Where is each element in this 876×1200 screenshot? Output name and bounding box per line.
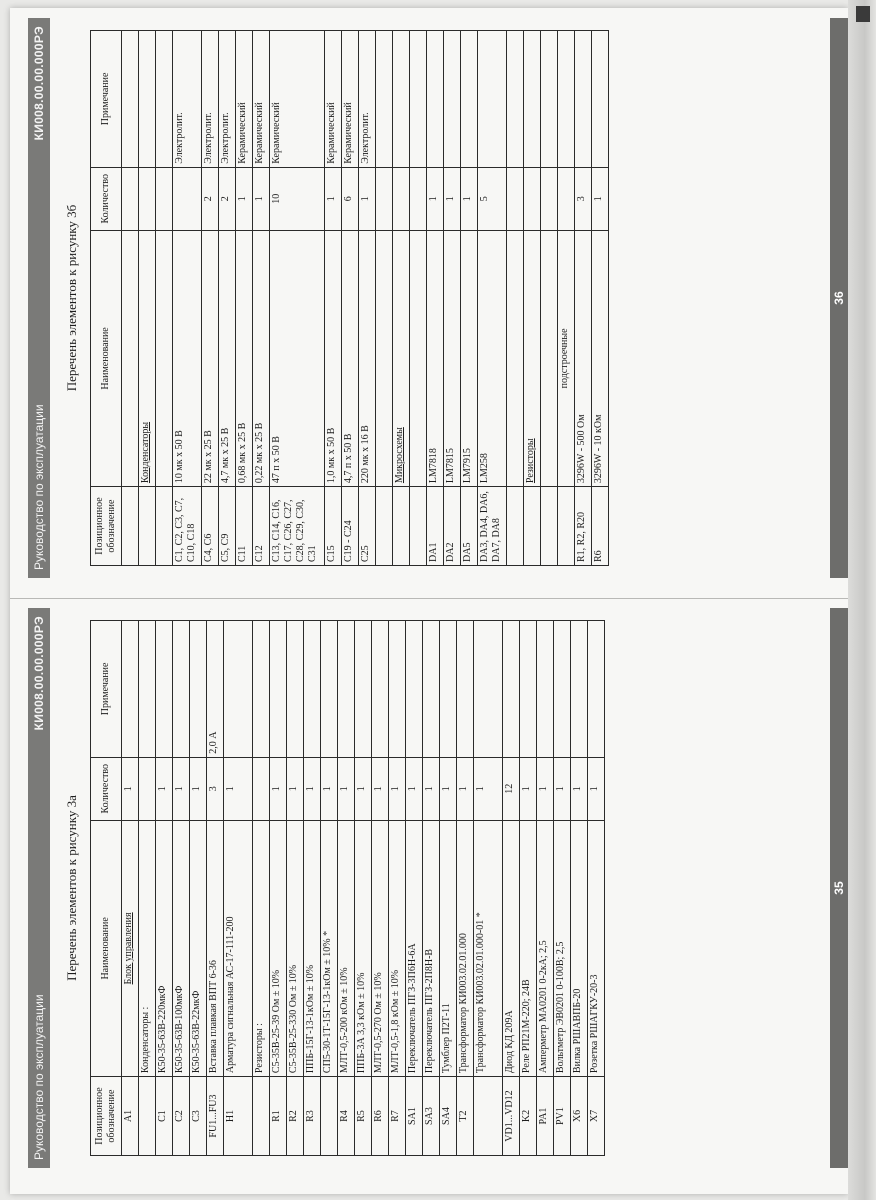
cell-note [287,621,304,758]
cell-note [389,621,406,758]
cell-quantity: 1 [461,167,478,230]
cell-position: С13, С14, С16, С17, С26, С27, С28, С29, С30, С31 [270,487,325,566]
cell-note: Керамический [342,31,359,168]
cell-note [253,621,270,758]
cell-quantity: 1 [325,167,342,230]
cell-note: Электролит. [173,31,202,168]
table-row [122,621,139,1156]
table-row [457,621,474,1156]
cell-position: SA1 [406,1077,423,1156]
cell-name: 220 мк х 16 В [359,230,376,486]
cell-position: T2 [457,1077,474,1156]
cell-quantity: 1 [554,757,571,820]
cell-note [537,621,554,758]
cell-name: 3296W - 500 Ом [575,230,592,486]
cell-note [156,621,173,758]
cell-name: 22 мк х 25 В [202,230,219,486]
cell-position: VD1...VD12 [503,1077,520,1156]
cell-name: К50-35-63В-220мкФ [156,820,173,1076]
cell-position: R4 [338,1077,355,1156]
cell-quantity: 1 [427,167,444,230]
cell-position: R6 [592,487,609,566]
cell-position: R5 [355,1077,372,1156]
cell-name: 10 мк х 50 В [173,230,202,486]
cell-position: R1 [270,1077,287,1156]
cell-name: С5-35В-25-39 Ом ± 10% [270,820,287,1076]
cell-name: LM7818 [427,230,444,486]
cell-quantity [558,167,575,230]
table-row [173,621,190,1156]
header-title: Руководство по эксплуатации [32,994,46,1160]
cell-note [393,31,410,168]
table-row [139,31,156,566]
cell-name: Диод КД 209А [503,820,520,1076]
cell-note [122,621,139,758]
table-row [461,31,478,566]
col-header-name: Наименование [91,230,122,486]
table-row [173,31,202,566]
cell-quantity: 1 [287,757,304,820]
cell-position: R2 [287,1077,304,1156]
cell-quantity: 1 [355,757,372,820]
cell-name: МЛТ-0,5-1,8 кОм ± 10% [389,820,406,1076]
table-row [270,621,287,1156]
col-header-position: Позиционное обозначение [91,487,122,566]
cell-name: ППБ-3А 3,3 кОм ± 10% [355,820,372,1076]
table-row [440,621,457,1156]
table-row [236,31,253,566]
cell-position: DA1 [427,487,444,566]
cell-position: C3 [190,1077,207,1156]
cell-quantity [524,167,541,230]
cell-position: С1, С2, С3, С7, С10, С18 [173,487,202,566]
cell-position: SA3 [423,1077,440,1156]
cell-name [541,230,558,486]
cell-note [376,31,393,168]
table-row [507,31,524,566]
cell-position [156,487,173,566]
table-row [156,621,173,1156]
cell-position: DA2 [444,487,461,566]
cell-name: МЛТ-0,5-200 кОм ± 10% [338,820,355,1076]
table-row [342,31,359,566]
cell-note [355,621,372,758]
table-row [359,31,376,566]
table-body [122,621,605,1156]
cell-quantity: 1 [444,167,461,230]
cell-note [588,621,605,758]
cell-quantity [156,167,173,230]
binder-clip-mark [856,6,870,22]
cell-quantity: 1 [270,757,287,820]
col-header-quantity: Количество [91,757,122,820]
col-header-position: Позиционное обозначение [91,1077,122,1156]
cell-quantity: 1 [173,757,190,820]
cell-note [592,31,609,168]
cell-note [507,31,524,168]
table-row [139,621,156,1156]
cell-position: R3 [304,1077,321,1156]
cell-position: FU1...FU3 [207,1077,224,1156]
cell-name: Розетка РШАГКУ-20-3 [588,820,605,1076]
cell-quantity [139,167,156,230]
cell-name: Трансформатор КИ003.02.01.000-01 * [474,820,503,1076]
cell-note [321,621,338,758]
table-row [190,621,207,1156]
cell-note [503,621,520,758]
cell-note [440,621,457,758]
cell-quantity: 3 [207,757,224,820]
cell-position: С25 [359,487,376,566]
col-header-note: Примечание [91,621,122,758]
cell-quantity: 1 [190,757,207,820]
cell-note [190,621,207,758]
cell-quantity: 1 [372,757,389,820]
table-row [537,621,554,1156]
cell-name: 4,7 п х 50 В [342,230,359,486]
cell-quantity: 1 [224,757,253,820]
header-title: Руководство по эксплуатации [32,404,46,570]
table-row [524,31,541,566]
cell-name: 0,68 мк х 25 В [236,230,253,486]
cell-note [139,621,156,758]
cell-quantity: 5 [478,167,507,230]
cell-name: СП5-30-1Т-15Г-13-1кОм ± 10% * [321,820,338,1076]
cell-quantity [139,757,156,820]
table-row [202,31,219,566]
cell-name: LM7815 [444,230,461,486]
cell-name: Амперметр МА0201 0-2кА; 2,5 [537,820,554,1076]
page-header [28,608,50,1168]
cell-name: Переключатель ПГЗ-3П6Н-6А [406,820,423,1076]
table-row [503,621,520,1156]
cell-name: Микросхемы [393,230,410,486]
table-row [575,31,592,566]
cell-quantity: 1 [592,167,609,230]
cell-note [224,621,253,758]
table-row [571,621,588,1156]
cell-name: Конденсаторы : [139,820,156,1076]
cell-name: 0,22 мк х 25 В [253,230,270,486]
page-header [28,18,50,578]
cell-note [575,31,592,168]
cell-quantity: 1 [236,167,253,230]
cell-note [304,621,321,758]
cell-note [372,621,389,758]
table-row [122,31,139,566]
table-row [554,621,571,1156]
cell-position [122,487,139,566]
cell-note: Электролит. [359,31,376,168]
cell-note [406,621,423,758]
cell-quantity: 1 [253,167,270,230]
table-row [304,621,321,1156]
cell-position: DA3, DA4, DA6, DA7, DA8 [478,487,507,566]
cell-quantity [173,167,202,230]
cell-quantity: 6 [342,167,359,230]
table-row [219,31,236,566]
scan-edge [848,0,876,1200]
cell-note: Керамический [270,31,325,168]
table-row [376,31,393,566]
table-row [427,31,444,566]
col-header-name: Наименование [91,820,122,1076]
cell-position: X7 [588,1077,605,1156]
cell-name: Трансформатор КИ003.02.01.000 [457,820,474,1076]
cell-position [558,487,575,566]
cell-position: R7 [389,1077,406,1156]
cell-name: С5-35В-25-330 Ом ± 10% [287,820,304,1076]
cell-note [478,31,507,168]
cell-quantity [410,167,427,230]
cell-position: X6 [571,1077,588,1156]
cell-note [270,621,287,758]
page-35 [28,608,848,1168]
cell-name [156,230,173,486]
cell-name: 1,0 мк х 50 В [325,230,342,486]
cell-note [571,621,588,758]
cell-note [427,31,444,168]
cell-quantity: 2 [202,167,219,230]
table-row [520,621,537,1156]
cell-note [457,621,474,758]
table-row [287,621,304,1156]
cell-position [321,1077,338,1156]
cell-note: 2,0 А [207,621,224,758]
cell-note [558,31,575,168]
cell-name [410,230,427,486]
cell-position: С19 - С24 [342,487,359,566]
cell-name [122,230,139,486]
table-row [224,621,253,1156]
cell-name: Резисторы [524,230,541,486]
cell-quantity: 1 [520,757,537,820]
cell-quantity: 1 [440,757,457,820]
cell-name: Конденсаторы [139,230,156,486]
page-fold-line [10,598,848,599]
col-header-quantity: Количество [91,167,122,230]
cell-quantity [507,167,524,230]
cell-name: К50-35-63В-100мкФ [173,820,190,1076]
cell-name: 47 п х 50 В [270,230,325,486]
cell-name: Арматура сигнальная АС-17-111-200 [224,820,253,1076]
cell-quantity: 1 [156,757,173,820]
cell-note [122,31,139,168]
table-row [253,621,270,1156]
cell-name: LM258 [478,230,507,486]
cell-name: Переключатель ПГЗ-2П8Н-В [423,820,440,1076]
cell-position [393,487,410,566]
table-title: Перечень элементов к рисунку 3а [64,795,79,981]
cell-quantity: 1 [304,757,321,820]
cell-position [253,1077,270,1156]
cell-quantity [253,757,270,820]
cell-quantity [376,167,393,230]
cell-name [376,230,393,486]
cell-quantity: 1 [389,757,406,820]
cell-quantity: 1 [474,757,503,820]
cell-quantity [541,167,558,230]
cell-note [474,621,503,758]
cell-name: К50-35-63В-22мкФ [190,820,207,1076]
cell-position: R6 [372,1077,389,1156]
cell-position [541,487,558,566]
cell-position [139,1077,156,1156]
cell-note [410,31,427,168]
cell-quantity: 1 [359,167,376,230]
cell-position [474,1077,503,1156]
table-row [338,621,355,1156]
cell-name: подстроечные [558,230,575,486]
cell-quantity: 12 [503,757,520,820]
cell-note: Керамический [325,31,342,168]
cell-note [520,621,537,758]
cell-quantity: 1 [122,757,139,820]
cell-quantity: 1 [537,757,554,820]
cell-position: C1 [156,1077,173,1156]
elements-table [90,30,609,566]
cell-note: Керамический [236,31,253,168]
table-row [270,31,325,566]
cell-quantity [393,167,410,230]
cell-name: Вилка РШАВПБ-20 [571,820,588,1076]
table-row [156,31,173,566]
table-row [541,31,558,566]
table-body [122,31,609,566]
cell-note [541,31,558,168]
cell-position: K2 [520,1077,537,1156]
cell-note: Керамический [253,31,270,168]
cell-name: Тумблер П2Т-11 [440,820,457,1076]
table-title: Перечень элементов к рисунку 3б [64,204,79,392]
cell-position [139,487,156,566]
cell-quantity: 1 [338,757,355,820]
table-row [474,621,503,1156]
cell-note: Электролит. [202,31,219,168]
cell-quantity: 3 [575,167,592,230]
cell-position: С5, С9 [219,487,236,566]
cell-quantity: 1 [571,757,588,820]
table-row [389,621,406,1156]
cell-quantity [122,167,139,230]
cell-position: R1, R2, R20 [575,487,592,566]
col-header-note: Примечание [91,31,122,168]
header-doc-code: КИ008.00.00.000РЭ [32,616,46,731]
cell-name: Резисторы : [253,820,270,1076]
cell-quantity: 1 [321,757,338,820]
cell-quantity: 1 [457,757,474,820]
cell-position: H1 [224,1077,253,1156]
cell-position: PV1 [554,1077,571,1156]
header-doc-code: КИ008.00.00.000РЭ [32,26,46,141]
cell-position: A1 [122,1077,139,1156]
cell-note [524,31,541,168]
table-row [444,31,461,566]
cell-name: 4,7 мк х 25 В [219,230,236,486]
table-row [393,31,410,566]
cell-name: Вольтметр ЭВ0201 0-100В; 2,5 [554,820,571,1076]
cell-position: C2 [173,1077,190,1156]
table-row [592,31,609,566]
cell-note [156,31,173,168]
cell-position [376,487,393,566]
cell-name: 3296W - 10 кОм [592,230,609,486]
table-row [325,31,342,566]
table-row [321,621,338,1156]
page-number: 35 [830,608,848,1168]
cell-quantity: 10 [270,167,325,230]
cell-name: МЛТ-0,5-270 Ом ± 10% [372,820,389,1076]
cell-quantity: 1 [423,757,440,820]
cell-position: С15 [325,487,342,566]
table-row [410,31,427,566]
cell-position: SA4 [440,1077,457,1156]
cell-position [507,487,524,566]
table-row [253,31,270,566]
page-36 [28,18,848,578]
cell-quantity: 1 [406,757,423,820]
cell-name: Вставка плавкая ВПТ 6-36 [207,820,224,1076]
cell-position [410,487,427,566]
cell-name: Реле РП21М-220; 24В [520,820,537,1076]
table-row [478,31,507,566]
table-row [423,621,440,1156]
page-number: 36 [830,18,848,578]
elements-table [90,620,605,1156]
cell-note [338,621,355,758]
cell-note [423,621,440,758]
table-row [355,621,372,1156]
cell-position: С12 [253,487,270,566]
cell-name: Блок управления [122,820,139,1076]
cell-position: С4, С6 [202,487,219,566]
cell-position: DA5 [461,487,478,566]
cell-position [524,487,541,566]
cell-note [554,621,571,758]
table-row [207,621,224,1156]
cell-position: С11 [236,487,253,566]
table-row [406,621,423,1156]
cell-note [139,31,156,168]
table-row [588,621,605,1156]
cell-name: LM7915 [461,230,478,486]
cell-position: PA1 [537,1077,554,1156]
cell-name [507,230,524,486]
cell-quantity: 2 [219,167,236,230]
cell-note [444,31,461,168]
table-row [372,621,389,1156]
cell-note [461,31,478,168]
table-row [558,31,575,566]
cell-name: ППБ-15Г-13-1кОм ± 10% [304,820,321,1076]
cell-quantity: 1 [588,757,605,820]
cell-note: Электролит. [219,31,236,168]
cell-note [173,621,190,758]
